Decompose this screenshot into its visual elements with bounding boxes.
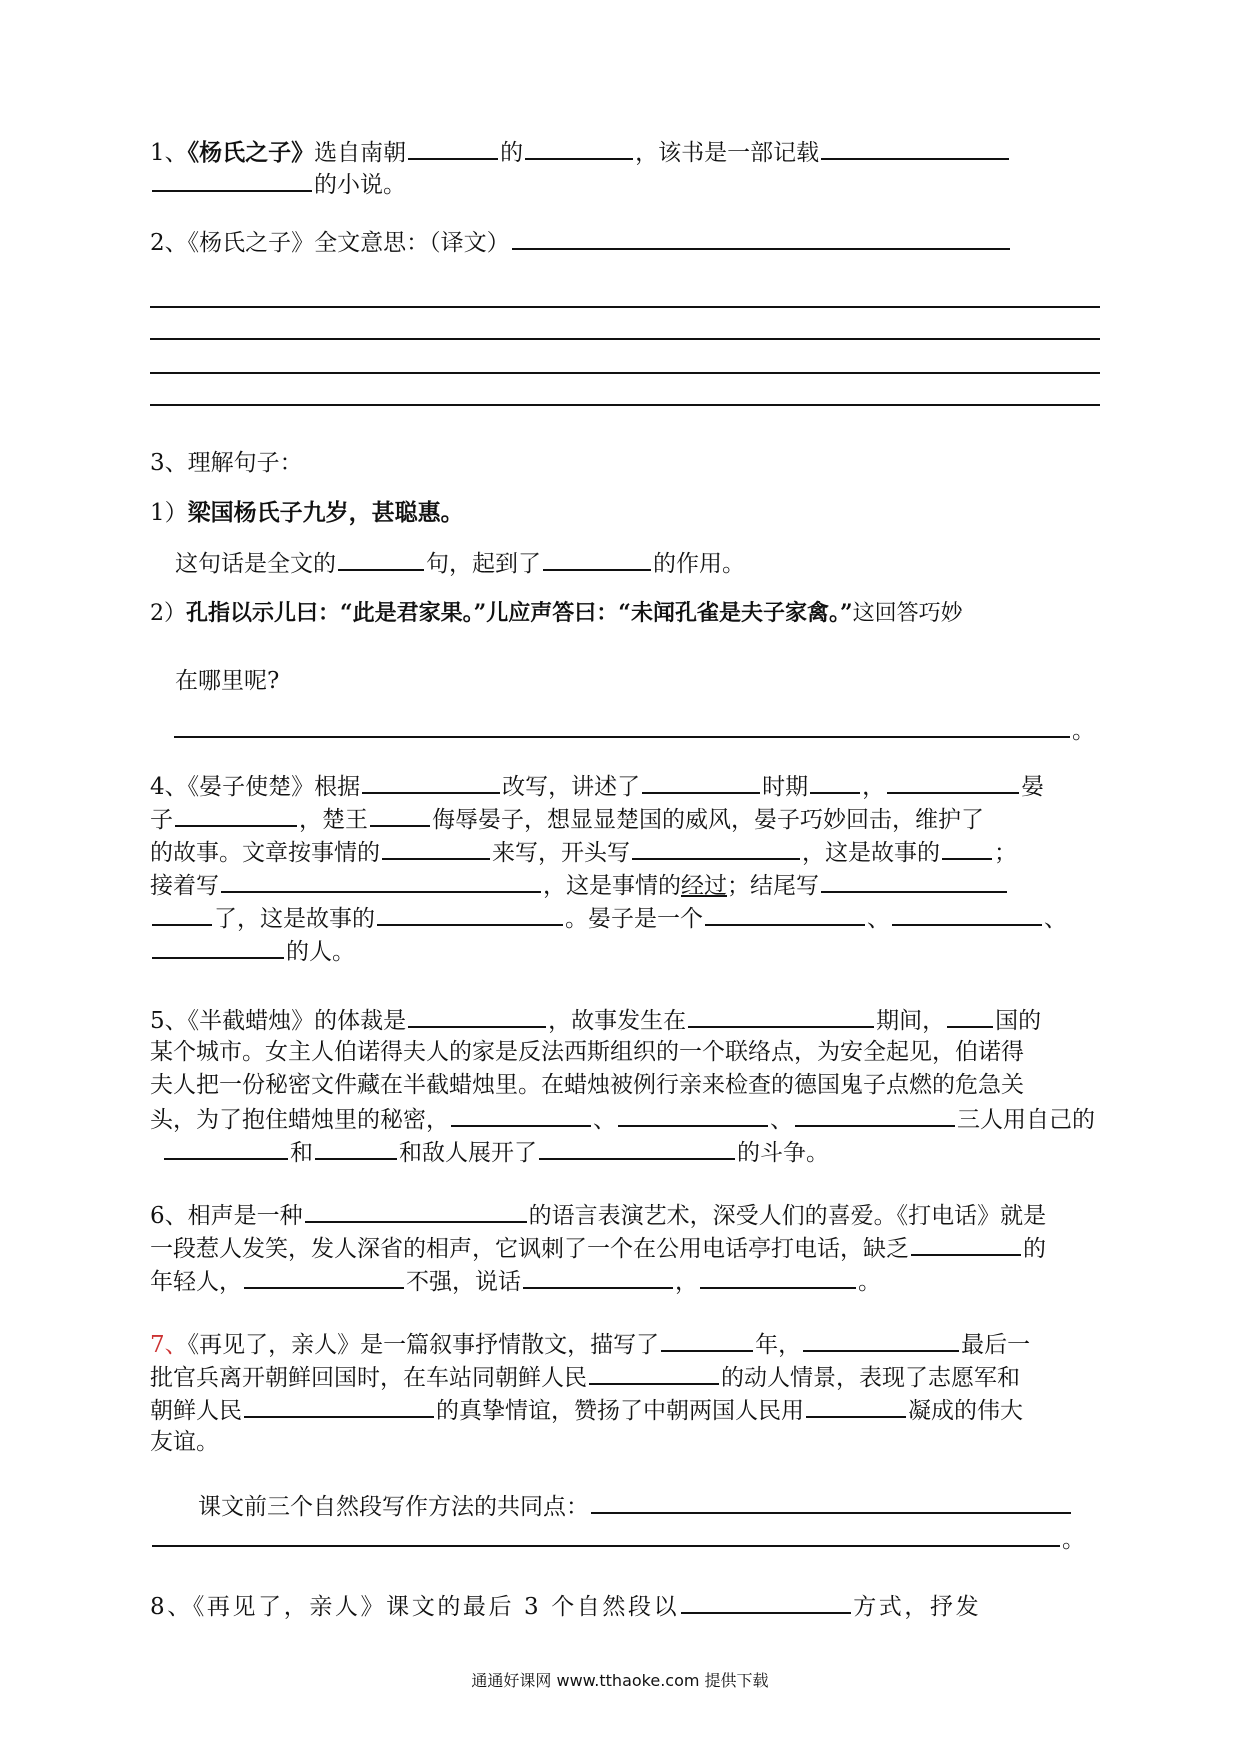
q1-text-2: 的 [500,140,524,166]
q6-text-3d: 。 [858,1269,881,1295]
q7-text-1a: 《再见了，亲人》是一篇叙事抒情散文，描写了 [187,1332,660,1358]
q1-blank-book[interactable] [525,134,633,160]
q5-text-3: 夫人把一份秘密文件藏在半截蜡烛里。在蜡烛被例行亲来检查的德国鬼子点燃的危急关 [150,1072,1024,1098]
q4-text-4b: ，这是事情的 [543,873,681,899]
q5-text-4b: 、 [593,1107,616,1133]
q2-blank-1[interactable] [512,224,1010,250]
q4-blank-3[interactable] [810,768,860,794]
q6-text-1a: 6、相声是一种 [150,1203,303,1229]
q3-s2-end: 。 [1072,718,1095,744]
q4-text-5c: 、 [867,906,890,932]
q5-line5 [162,1134,1100,1168]
q6-blank-4[interactable] [523,1263,673,1289]
q4-blank-7[interactable] [382,834,490,860]
q3-s1-number: 1） [150,500,188,526]
q7-line4 [150,1425,1100,1459]
q3-s2-blank[interactable] [174,712,1070,738]
q7-blank-7[interactable] [152,1521,1060,1547]
q3-s1-question [175,545,1100,579]
q5-blank-8[interactable] [315,1134,397,1160]
q4-blank-16[interactable] [152,933,284,959]
q3-s1-blank-1[interactable] [338,545,424,571]
q6-text-2a: 一段惹人发笑，发人深省的相声，它讽刺了一个在公用电话亭打电话，缺乏 [150,1236,909,1262]
q5-text-4d: 三人用自己的 [957,1107,1095,1133]
q3-sentence-2 [150,596,1100,630]
q3-s2-question: 这回答巧妙 [852,601,963,626]
q4-text-1c: 时期 [762,774,809,800]
q4-blank-5[interactable] [175,801,297,827]
q1-number: 1、 [150,140,188,166]
q7-blank-5[interactable] [806,1392,906,1418]
q6-text-3b: 不强，说话 [406,1269,521,1295]
q6-text-3c: ， [675,1269,698,1295]
q1-blank-content[interactable] [821,134,1009,160]
q7-text-2b: 的动人情景，表现了志愿军和 [721,1365,1020,1391]
q5-text-5a: 和 [290,1140,313,1166]
q4-line5 [150,900,1100,934]
q5-line4 [150,1101,1100,1135]
q4-line2 [150,801,1100,835]
q7-line3 [150,1392,1100,1426]
q4-text-3d: ； [994,840,1017,866]
q2-line [150,224,1100,258]
q5-text-1c: 期间， [876,1008,946,1034]
q3-s2-question-line [175,664,1100,698]
q7-end: 。 [1062,1527,1085,1553]
q4-text-2c: 侮辱晏子，想显显楚国的威风，晏子巧妙回击，维护了 [432,807,984,833]
q5-text-1b: ，故事发生在 [548,1008,687,1034]
q1-line2 [150,166,1100,200]
q8-text-1b: 方式，抒发 [853,1594,982,1620]
q3-s1-q-text-1: 这句话是全文的 [175,551,336,577]
q1-text-4: 的小说。 [314,172,406,198]
q3-s2-question-2: 在哪里呢? [175,668,280,694]
q6-blank-2[interactable] [911,1230,1021,1256]
q7-number: 7、 [150,1332,188,1358]
q4-blank-13[interactable] [377,900,563,926]
q7-text-5: 课文前三个自然段写作方法的共同点： [198,1494,589,1520]
q7-text-3a: 朝鲜人民 [150,1398,242,1424]
q4-text-3b: 来写，开头写 [492,840,630,866]
q5-text-1a: 5、《半截蜡烛》的体裁是 [150,1008,407,1034]
q5-text-5b: 和敌人展开了 [399,1140,537,1166]
page-footer: 通通好课网 www.tthaoke.com 提供下载 [471,1671,769,1690]
q1-line1 [150,134,1100,168]
q3-s2-number: 2） [150,601,186,626]
q5-blank-7[interactable] [164,1134,288,1160]
q4-text-2a: 子 [150,807,173,833]
q4-blank-4[interactable] [887,768,1019,794]
q4-text-3a: 的故事。文章按事情的 [150,840,380,866]
q7-blank-4[interactable] [244,1392,434,1418]
q4-blank-8[interactable] [632,834,800,860]
q1-title: 《杨氏之子》 [187,139,315,166]
q4-blank-10[interactable] [221,867,541,893]
q3-s1-text: 梁国杨氏子九岁，甚聪惠。 [187,499,464,526]
q5-blank-5[interactable] [618,1101,768,1127]
q6-blank-3[interactable] [244,1263,404,1289]
q5-line1 [150,1002,1100,1036]
q2-answer-line-3[interactable] [150,338,1100,340]
q4-blank-2[interactable] [642,768,760,794]
q8-text-1a: 8、《再见了，亲人》课文的最后 3 个自然段以 [150,1594,680,1620]
q3-s2-text: 孔指以示儿曰：“此是君家果。”儿应声答曰：“未闻孔雀是夫子家禽。” [186,600,853,626]
q6-text-1b: 的语言表演艺术，深受人们的喜爱。《打电话》就是 [528,1203,1047,1229]
q4-text-5b: 。晏子是一个 [565,906,703,932]
q2-answer-line-2[interactable] [150,306,1100,308]
q7-blank-1[interactable] [661,1326,753,1352]
q7-text-3c: 凝成的伟大 [908,1398,1023,1424]
q3-s1-q-text-2: 句，起到了 [426,551,541,577]
q3-s1-q-text-3: 的作用。 [653,551,745,577]
q5-blank-9[interactable] [539,1134,735,1160]
q1-text-1: 选自南朝 [314,140,407,166]
q4-blank-14[interactable] [705,900,865,926]
q5-blank-1[interactable] [408,1002,546,1028]
q4-text-5d: 、 [1044,906,1067,932]
q7-line2 [150,1359,1100,1393]
q4-blank-11[interactable] [821,867,1007,893]
q4-text-5a: 了，这是故事的 [214,906,375,932]
q7-text-1c: 最后一 [961,1332,1031,1358]
q4-blank-1[interactable] [362,768,500,794]
q5-blank-3[interactable] [947,1002,993,1028]
q5-text-1d: 国的 [995,1008,1042,1034]
q5-line2 [150,1035,1100,1069]
q7-line5 [198,1488,1100,1522]
q4-blank-15[interactable] [892,900,1042,926]
q5-text-4c: 、 [770,1107,793,1133]
q8-line1 [150,1588,1100,1622]
q7-blank-3[interactable] [589,1359,719,1385]
q6-line3 [150,1263,1100,1297]
q4-text-4a: 接着写 [150,873,219,899]
q1-blank-author[interactable] [408,134,498,160]
q3-heading-text: 3、理解句子： [150,450,303,476]
q3-s1-blank-2[interactable] [543,545,651,571]
q7-blank-2[interactable] [803,1326,959,1352]
q7-line1 [150,1326,1100,1360]
q3-s2-answer [172,712,1100,746]
q5-blank-4[interactable] [451,1101,591,1127]
q4-line4 [150,867,1100,901]
q4-text-2b: ，楚王 [299,807,368,833]
q4-line3 [150,834,1100,868]
q4-text-6a: 的人。 [286,939,355,965]
q2-answer-line-4[interactable] [150,372,1100,374]
q5-line3 [150,1068,1100,1102]
q4-text-4d: ；结尾写 [727,873,819,899]
q6-blank-5[interactable] [700,1263,856,1289]
q5-blank-6[interactable] [795,1101,955,1127]
q4-blank-6[interactable] [370,801,430,827]
q2-prompt: 2、《杨氏之子》全文意思：（译文） [150,230,510,256]
q6-blank-1[interactable] [305,1197,527,1223]
q1-text-3: ，该书是一部记载 [635,140,820,166]
q5-blank-2[interactable] [688,1002,874,1028]
q4-text-1e: 晏 [1021,774,1045,800]
q4-text-1b: 改写，讲述了 [502,774,641,800]
q5-text-5c: 的斗争。 [737,1140,829,1166]
q6-text-2b: 的 [1023,1236,1046,1262]
q3-sentence-1 [150,496,1100,530]
q4-text-1a: 4、《晏子使楚》根据 [150,774,361,800]
q4-text-1d: ， [862,774,886,800]
q4-line1 [150,768,1100,802]
q3-heading [150,446,1100,480]
q4-blank-12[interactable] [152,900,212,926]
q6-text-3a: 年轻人， [150,1269,242,1295]
q1-blank-content-2[interactable] [152,166,312,192]
q7-line6 [150,1521,1100,1555]
q4-text-4c: 经过 [681,873,727,899]
q7-text-1b: 年， [755,1332,802,1358]
q5-text-4a: 头，为了抱住蜡烛里的秘密， [150,1107,449,1133]
q4-text-3c: ，这是故事的 [802,840,940,866]
q4-line6 [150,933,1100,967]
q6-line2 [150,1230,1100,1264]
q2-answer-line-5[interactable] [150,404,1100,406]
q4-blank-9[interactable] [942,834,992,860]
q7-text-4: 友谊。 [150,1429,219,1455]
q7-blank-6[interactable] [591,1488,1071,1514]
q5-text-2: 某个城市。女主人伯诺得夫人的家是反法西斯组织的一个联络点，为安全起见，伯诺得 [150,1039,1024,1065]
q7-text-3b: 的真挚情谊，赞扬了中朝两国人民用 [436,1398,804,1424]
q7-text-2a: 批官兵离开朝鲜回国时，在车站同朝鲜人民 [150,1365,587,1391]
q8-blank-1[interactable] [681,1588,851,1614]
q6-line1 [150,1197,1100,1231]
